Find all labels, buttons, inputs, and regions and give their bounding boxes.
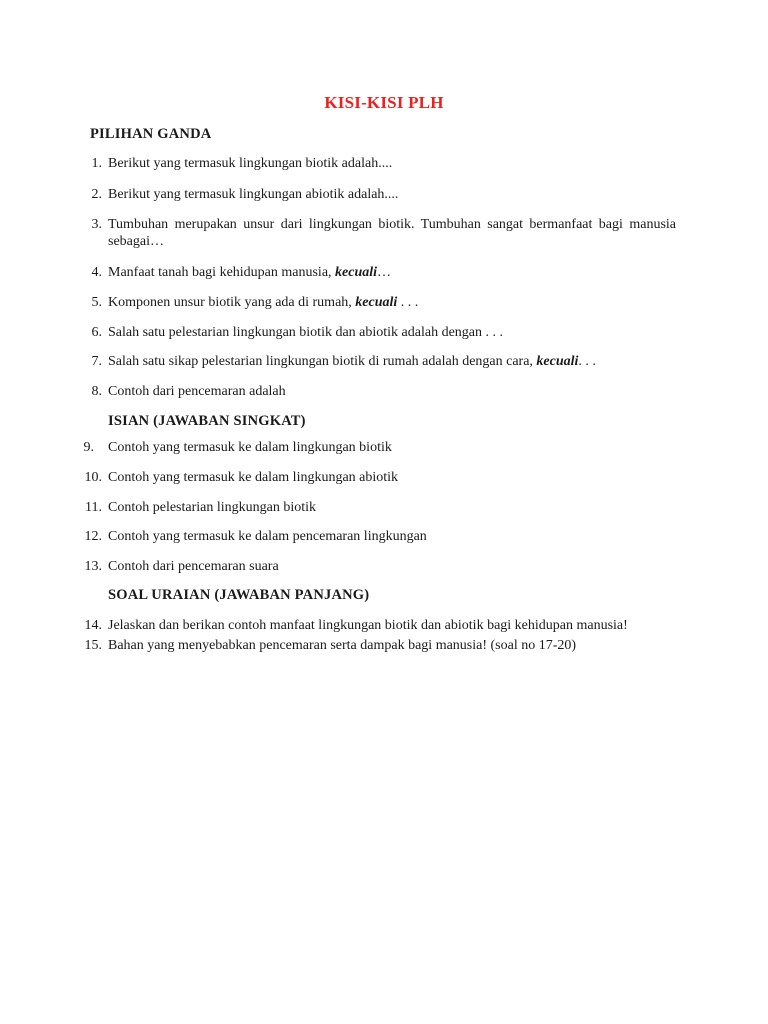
- question-number: 6.: [91, 325, 102, 340]
- question-number: 10.: [84, 470, 102, 485]
- section-heading-isian: ISIAN (JAWABAN SINGKAT): [108, 413, 306, 429]
- question-text: Salah satu pelestarian lingkungan biotik dan abiotik adalah dengan . . .: [108, 325, 504, 340]
- question-text: Berikut yang termasuk lingkungan biotik adalah....: [108, 156, 393, 171]
- question-number: 11.: [85, 500, 102, 515]
- question-text-before: Salah satu sikap pelestarian lingkungan biotik di rumah adalah dengan cara,: [108, 354, 537, 369]
- question-number: 14.: [84, 618, 102, 633]
- question-number: 5.: [91, 295, 102, 310]
- question-text: Berikut yang termasuk lingkungan abiotik adalah....: [108, 187, 399, 202]
- question-text: Contoh yang termasuk ke dalam pencemaran lingkungan: [108, 529, 427, 544]
- emphasis-kecuali: kecuali: [355, 295, 398, 310]
- question-text: Contoh yang termasuk ke dalam lingkungan biotik: [108, 440, 392, 455]
- question-number: 8.: [91, 384, 102, 399]
- question-number: 7.: [91, 354, 102, 369]
- question-text: Tumbuhan merupakan unsur dari lingkungan biotik. Tumbuhan sangat bermanfaat bagi manusia sebagai…: [108, 217, 676, 249]
- section-heading-pilihan-ganda: PILIHAN GANDA: [90, 126, 212, 142]
- question-text-before: Komponen unsur biotik yang ada di rumah,: [108, 295, 356, 310]
- emphasis-kecuali: kecuali: [536, 354, 579, 369]
- emphasis-kecuali: kecuali: [335, 265, 378, 280]
- question-text: Contoh pelestarian lingkungan biotik: [108, 500, 317, 515]
- question-text: Contoh dari pencemaran adalah: [108, 384, 286, 399]
- question-text: [108, 264, 676, 281]
- document-title: KISI-KISI PLH: [324, 93, 444, 112]
- question-text: Contoh yang termasuk ke dalam lingkungan abiotik: [108, 470, 399, 485]
- section-heading-uraian: SOAL URAIAN (JAWABAN PANJANG): [108, 587, 370, 603]
- question-text: Contoh dari pencemaran suara: [108, 559, 279, 574]
- question-number: 3.: [91, 217, 102, 232]
- question-number: 9.: [83, 440, 94, 455]
- question-number: 13.: [84, 559, 102, 574]
- question-text: [108, 353, 676, 370]
- question-text-after: . . .: [397, 295, 419, 310]
- question-number: 15.: [84, 638, 102, 653]
- question-text: [108, 294, 676, 311]
- question-number: 4.: [91, 265, 102, 280]
- question-number: 1.: [91, 156, 102, 171]
- question-number: 2.: [91, 187, 102, 202]
- question-text: Jelaskan dan berikan contoh manfaat lingkungan biotik dan abiotik bagi kehidupan manusia!: [108, 618, 628, 633]
- question-number: 12.: [84, 529, 102, 544]
- question-text-after: …: [377, 265, 392, 280]
- question-text-before: Manfaat tanah bagi kehidupan manusia,: [108, 265, 336, 280]
- question-text-after: . . .: [578, 354, 596, 369]
- question-text: Bahan yang menyebabkan pencemaran serta dampak bagi manusia! (soal no 17-20): [108, 638, 577, 653]
